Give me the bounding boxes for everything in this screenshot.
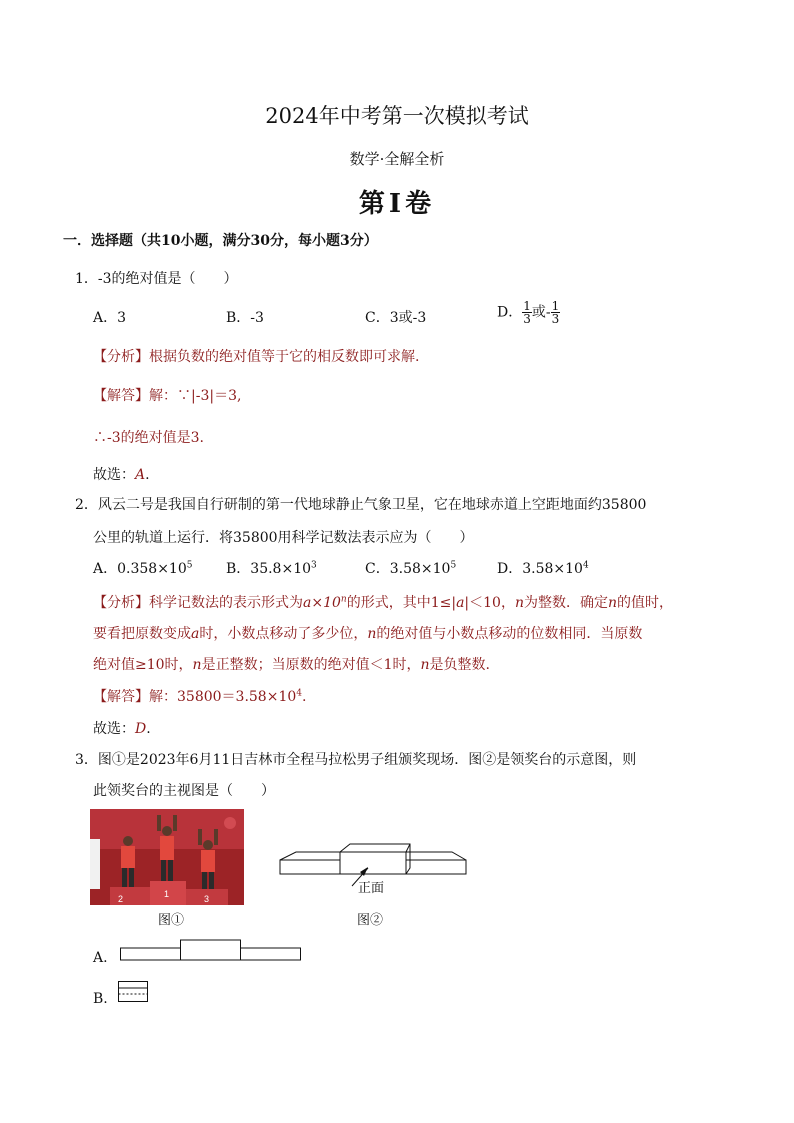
section-heading: 一．选择题（共10小题，满分30分，每小题3分） <box>63 233 378 249</box>
page-title: 2024年中考第一次模拟考试 <box>265 104 529 128</box>
fraction: $\frac{1}{3}$ <box>551 299 560 326</box>
q2-analysis-line1: 【分析】科学记数法的表示形式为$a\times 10^n$的形式，其中1≤|a|＜10，n为整数．确定n的值时， <box>93 594 674 611</box>
award-ceremony-illustration <box>90 809 244 905</box>
q2-answer: 【解答】解：$35800=3.58\times 10^4$. <box>93 688 307 705</box>
q3-option-b-figure <box>118 981 150 1003</box>
q2-option-b: B．$35.8\times 10^3$ <box>226 560 317 577</box>
q1-option-d-or: 或 <box>531 304 546 321</box>
page-subtitle: 数学·全解全析 <box>349 150 445 168</box>
award-ceremony-photo <box>90 809 244 905</box>
q1-analysis <box>93 346 419 366</box>
q1-answer: 【解答】解：∵|-3|＝3, <box>93 388 242 404</box>
q2-option-c: C．$3.58\times 10^5$ <box>365 560 457 577</box>
q1-stem: 1．-3的绝对值是（ ） <box>75 271 238 287</box>
q2-stem-line1: 2．风云二号是我国自行研制的第一代地球静止气象卫星，它在地球赤道上空距地面约35800 <box>75 497 647 513</box>
q1-option-c: C．3或-3 <box>365 310 427 326</box>
volume-heading: 第Ⅰ卷 <box>358 189 436 219</box>
front-label: 正面 <box>358 881 385 896</box>
q2-analysis-line2: 要看把原数变成a时，小数点移动了多少位，n的绝对值与小数点移动的位数相同．当原数 <box>93 626 643 642</box>
q1-choice: 故选：A. <box>93 467 150 483</box>
q1-answer-letter: A <box>135 467 146 483</box>
q3-option-a-figure <box>120 939 302 963</box>
q1-option-d-prefix: D． <box>497 304 523 321</box>
answer-equation: ∵|-3|＝3, <box>177 388 242 404</box>
q2-analysis-line3: 绝对值≥10时，n是正整数；当原数的绝对值＜1时，n是负整数. <box>93 657 490 673</box>
q1-conclusion: ∴-3的绝对值是3. <box>93 430 204 446</box>
analysis-tag: 【分析】 <box>93 595 149 611</box>
q3-option-a-label: A. <box>93 950 108 966</box>
q1-option-a: A．3 <box>93 310 127 326</box>
answer-tag: 【解答】 <box>93 388 149 404</box>
answer-tag: 【解答】 <box>93 689 149 705</box>
fraction: $\frac{1}{3}$ <box>523 299 531 326</box>
q2-option-d: D．$3.58\times 10^4$ <box>497 560 589 577</box>
q1-option-b: B．-3 <box>226 310 264 326</box>
q3-stem-line2: 此领奖台的主视图是（ ） <box>93 783 275 799</box>
podium-number: 3 <box>204 894 210 904</box>
figure-1-caption: 图① <box>158 913 185 928</box>
podium-number: 1 <box>164 889 170 899</box>
q2-answer-letter: D <box>135 721 147 737</box>
minus-sign: - <box>545 304 551 321</box>
q3-stem-line1: 3．图①是2023年6月11日吉林市全程马拉松男子组颁奖现场．图②是领奖台的示意图，则 <box>75 752 637 768</box>
q2-choice: 故选：D. <box>93 721 151 737</box>
q2-stem-line2: 公里的轨道上运行．将35800用科学记数法表示应为（ ） <box>93 530 474 546</box>
analysis-text: 根据负数的绝对值等于它的相反数即可求解. <box>149 349 420 365</box>
analysis-tag: 【分析】 <box>93 349 149 365</box>
figure-2-caption: 图② <box>357 913 384 928</box>
podium-number: 2 <box>118 894 124 904</box>
q3-option-b-label: B. <box>93 991 108 1007</box>
podium-diagram <box>276 838 476 900</box>
q1-option-d <box>497 300 560 325</box>
q2-option-a: A．$0.358\times 10^5$ <box>93 560 193 577</box>
